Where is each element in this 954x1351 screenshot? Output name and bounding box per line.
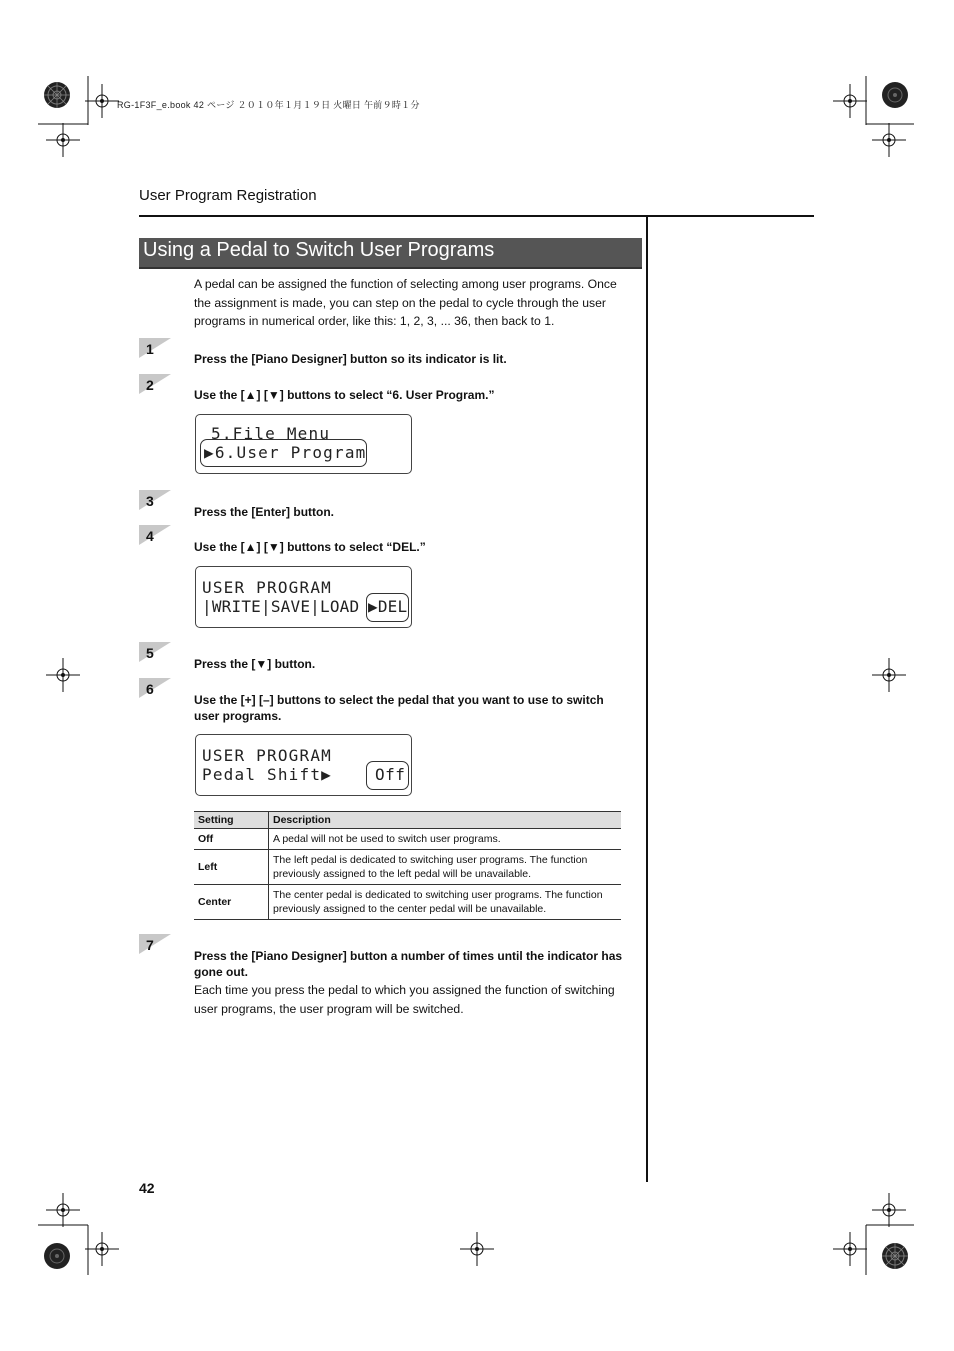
lcd-display-3: [195, 734, 412, 796]
step-instruction: Use the [▲] [▼] buttons to select “6. User Program.”: [194, 388, 495, 402]
intro-paragraph: A pedal can be assigned the function of selecting among user programs. Once the assignment is made, you can step on the pedal to cycle through the user programs in numerical order, like this: 1, 2, 3, ... 36, then back to 1.: [194, 277, 617, 328]
description-cell: The left pedal is dedicated to switching user programs. The function previously assigned to the left pedal will be unavailable.: [269, 850, 622, 885]
table-row: [194, 829, 621, 850]
page-number: 42: [139, 1180, 155, 1196]
step-tab-6: [139, 678, 171, 698]
step-instruction: Press the [Piano Designer] button so its indicator is lit.: [194, 352, 507, 366]
step-tab-3: [139, 490, 171, 510]
step-number: 7: [146, 937, 154, 953]
step-tab-2: [139, 374, 171, 394]
lcd-selected-item: DEL: [377, 597, 408, 616]
step-instruction: Press the [Enter] button.: [194, 505, 335, 519]
lcd-line: USER PROGRAM: [202, 578, 332, 597]
step-tab-7: [139, 934, 171, 954]
setting-cell: Left: [194, 850, 269, 885]
column-header: Description: [269, 812, 622, 829]
running-head: User Program Registration: [139, 187, 317, 204]
lcd-parameter: Pedal Shift: [202, 765, 322, 784]
table-row: [194, 885, 621, 920]
description-cell: The center pedal is dedicated to switching user programs. The function previously assigned to the center pedal will be unavailable.: [269, 885, 622, 920]
column-header: Setting: [194, 812, 269, 829]
step-number: 4: [146, 528, 154, 544]
lcd-line: 5.File Menu: [211, 424, 331, 443]
lcd-selected-item: Off: [375, 765, 406, 784]
step-number: 5: [146, 645, 154, 661]
lcd-display-1: [195, 414, 412, 474]
lcd-selected-item: 6.User Program: [214, 443, 367, 462]
step-tab-5: [139, 642, 171, 662]
lcd-display-2: [195, 566, 412, 628]
step-instruction: Press the [Piano Designer] button a number of times until the indicator has gone out.: [194, 949, 623, 979]
lcd-line: USER PROGRAM: [202, 746, 332, 765]
lcd-line: Pedal Shift▶: [202, 765, 333, 784]
step-instruction: Press the [▼] button.: [194, 657, 316, 671]
step-7-note: Each time you press the pedal to which you assigned the function of switching user programs, the user program will be switched.: [194, 983, 615, 1016]
step-number: 1: [146, 341, 154, 357]
step-tab-4: [139, 525, 171, 545]
step-number: 6: [146, 681, 154, 697]
step-number: 3: [146, 493, 154, 509]
step-number: 2: [146, 377, 154, 393]
lcd-line: |WRITE|SAVE|LOAD: [202, 597, 360, 616]
step-instruction: Use the [▲] [▼] buttons to select “DEL.”: [194, 540, 426, 554]
print-info: RG-1F3F_e.book 42 ページ ２０１０年１月１９日 火曜日 午前９時１分: [117, 100, 420, 110]
description-cell: A pedal will not be used to switch user programs.: [269, 829, 622, 850]
lcd-line: ▶DEL: [368, 597, 408, 616]
setting-cell: Off: [194, 829, 269, 850]
step-instruction: Use the [+] [–] buttons to select the pedal that you want to use to switch user programs.: [194, 693, 604, 723]
lcd-line: ▶6.User Program: [204, 443, 367, 462]
settings-table: [194, 811, 621, 920]
table-row: [194, 850, 621, 885]
table-header-row: [194, 812, 621, 829]
setting-cell: Center: [194, 885, 269, 920]
section-title: Using a Pedal to Switch User Programs: [143, 239, 495, 261]
step-tab-1: [139, 338, 171, 358]
